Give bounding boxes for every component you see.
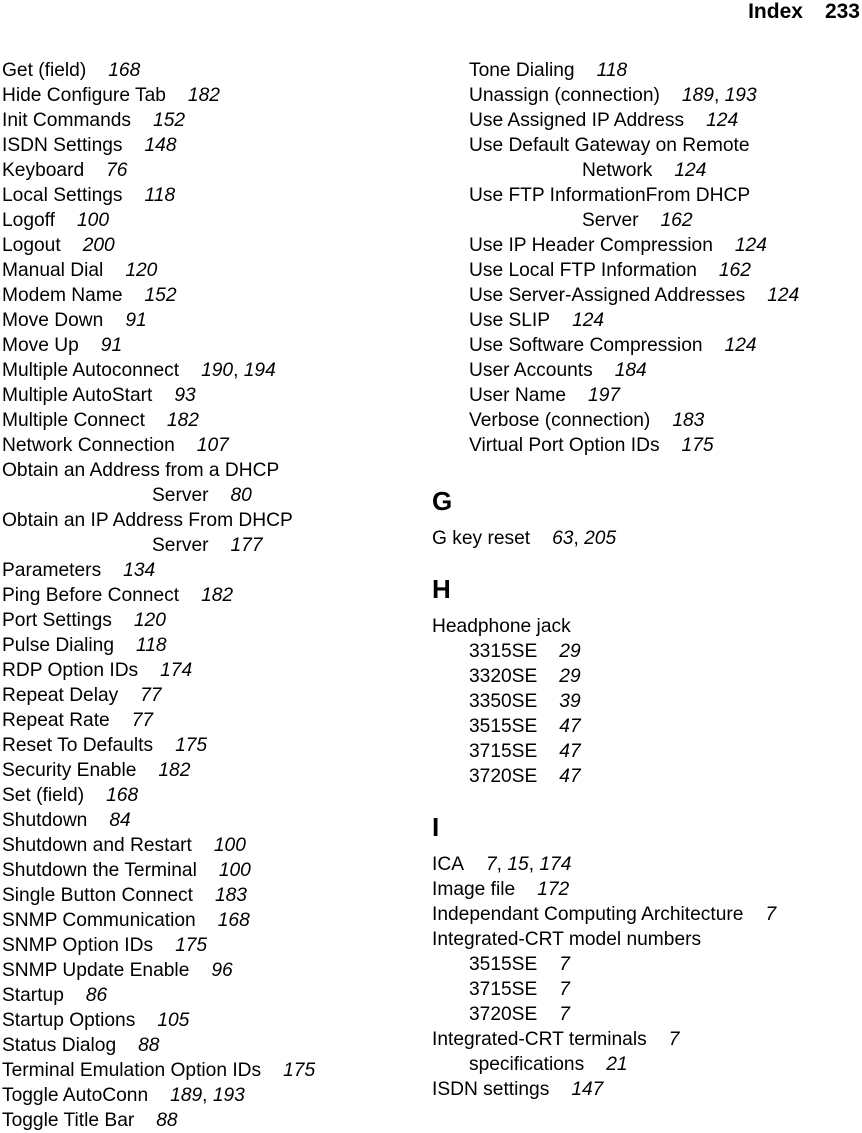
index-term: 3720SE: [469, 766, 538, 787]
page-separator: ,: [233, 360, 244, 381]
index-entry-integrated-crt-model-numbers: [432, 927, 860, 952]
page-reference: 7: [486, 854, 497, 875]
index-entry-3320se: [432, 664, 860, 689]
page-reference: 175: [283, 1060, 316, 1081]
index-term: Independant Computing Architecture: [432, 904, 744, 925]
index-term: Use FTP InformationFrom DHCP: [469, 185, 751, 206]
index-entry-unassign-connection: [432, 83, 860, 108]
index-entry-3715se: [432, 739, 860, 764]
page-reference: 7: [668, 1029, 680, 1050]
index-entry-user-name: [432, 383, 860, 408]
page-reference: 175: [175, 935, 208, 956]
index-entry-continuation: [432, 158, 860, 183]
page-reference: 175: [681, 435, 714, 456]
index-term: G key reset: [432, 528, 531, 549]
index-term: Set (field): [2, 785, 85, 806]
page-reference: 152: [153, 110, 186, 131]
index-entry-terminal-emulation-option-ids: [2, 1058, 422, 1083]
index-term: Use SLIP: [469, 310, 551, 331]
index-column-right: [432, 58, 860, 1102]
index-entry-snmp-option-ids: [2, 933, 422, 958]
index-term: Shutdown the Terminal: [2, 860, 197, 881]
page-reference: 91: [100, 335, 123, 356]
index-entry-startup-options: [2, 1008, 422, 1033]
index-entry-continuation: [2, 483, 422, 508]
index-term: Move Down: [2, 310, 104, 331]
page-reference: 88: [138, 1035, 160, 1056]
index-term: 3515SE: [469, 954, 538, 975]
index-entry-3720se: [432, 1002, 860, 1027]
index-term: User Accounts: [469, 360, 593, 381]
index-entry-multiple-connect: [2, 408, 422, 433]
index-entry-use-slip: [432, 308, 860, 333]
index-term: Manual Dial: [2, 260, 104, 281]
index-entry-3515se: [432, 952, 860, 977]
page-reference: 200: [82, 235, 115, 256]
index-term: Reset To Defaults: [2, 735, 154, 756]
index-entry-continuation: [432, 208, 860, 233]
page-separator: ,: [528, 854, 540, 875]
index-term: Get (field): [2, 60, 87, 81]
index-term: 3720SE: [469, 1004, 538, 1025]
index-term: 3715SE: [469, 979, 538, 1000]
index-entry-independant-computing-architecture: [432, 902, 860, 927]
section-letter-i: I: [432, 812, 440, 842]
index-entry-reset-to-defaults: [2, 733, 422, 758]
index-term: Repeat Rate: [2, 710, 110, 731]
page-reference: 172: [537, 879, 570, 900]
page-reference: 175: [175, 735, 208, 756]
index-entry-continuation: [2, 533, 422, 558]
index-column-left: [2, 58, 422, 1133]
page-reference: 205: [584, 528, 617, 549]
page-reference: 189: [681, 85, 714, 106]
page-separator: ,: [713, 85, 725, 106]
index-entry-startup: [2, 983, 422, 1008]
page-reference: 174: [539, 854, 572, 875]
page-reference: 124: [734, 235, 767, 256]
page-reference: 7: [559, 979, 570, 1000]
index-term: 3350SE: [469, 691, 538, 712]
index-term: 3715SE: [469, 741, 538, 762]
index-entry-snmp-communication: [2, 908, 422, 933]
index-term: Move Up: [2, 335, 79, 356]
page-reference: 182: [158, 760, 191, 781]
index-term: Use Assigned IP Address: [469, 110, 685, 131]
index-entry-tone-dialing: [432, 58, 860, 83]
index-term: Ping Before Connect: [2, 585, 180, 606]
page-separator: ,: [202, 1085, 213, 1106]
index-entry-local-settings: [2, 183, 422, 208]
index-term: User Name: [469, 385, 567, 406]
page-separator: ,: [573, 528, 585, 549]
page-reference: 107: [196, 435, 229, 456]
page-reference: 118: [596, 60, 628, 81]
index-entry-status-dialog: [2, 1033, 422, 1058]
index-term: SNMP Update Enable: [2, 960, 190, 981]
section-letter-h: H: [432, 574, 451, 604]
index-term: Logoff: [2, 210, 55, 231]
index-term: Multiple AutoStart: [2, 385, 153, 406]
index-entry-use-ftp-informationfrom-dhcp: [432, 183, 860, 208]
index-entry-3715se: [432, 977, 860, 1002]
page-reference: 100: [77, 210, 110, 231]
index-term: Hide Configure Tab: [2, 85, 166, 106]
index-term-continuation: Network: [582, 160, 653, 181]
index-term: Init Commands: [2, 110, 132, 131]
index-entry-isdn-settings: [2, 133, 422, 158]
page-reference: 100: [213, 835, 246, 856]
index-term: Virtual Port Option IDs: [469, 435, 660, 456]
index-entry-parameters: [2, 558, 422, 583]
index-term: ISDN Settings: [2, 135, 123, 156]
index-entry-modem-name: [2, 283, 422, 308]
page-reference: 29: [559, 641, 581, 662]
index-term: Tone Dialing: [469, 60, 575, 81]
index-term: Obtain an Address from a DHCP: [2, 460, 280, 481]
index-entry-network-connection: [2, 433, 422, 458]
index-entry-ping-before-connect: [2, 583, 422, 608]
page-reference: 193: [724, 85, 757, 106]
index-term: Image file: [432, 879, 516, 900]
index-term: Toggle Title Bar: [2, 1110, 135, 1131]
index-term: Local Settings: [2, 185, 123, 206]
index-entry-move-down: [2, 308, 422, 333]
index-term: Shutdown and Restart: [2, 835, 192, 856]
index-term-continuation: Server: [582, 210, 639, 231]
page-reference: 124: [767, 285, 800, 306]
index-entry-init-commands: [2, 108, 422, 133]
index-entry-move-up: [2, 333, 422, 358]
index-entry-use-server-assigned-addresses: [432, 283, 860, 308]
page-reference: 39: [559, 691, 581, 712]
index-term: Terminal Emulation Option IDs: [2, 1060, 262, 1081]
index-entry-3515se: [432, 714, 860, 739]
index-term: Multiple Autoconnect: [2, 360, 180, 381]
page-reference: 15: [507, 854, 529, 875]
index-entry-repeat-rate: [2, 708, 422, 733]
index-term: Status Dialog: [2, 1035, 117, 1056]
index-entry-security-enable: [2, 758, 422, 783]
page-reference: 124: [674, 160, 707, 181]
index-entry-use-default-gateway-on-remote: [432, 133, 860, 158]
page-reference: 63: [552, 528, 574, 549]
index-entry-get-field: [2, 58, 422, 83]
page-reference: 174: [160, 660, 193, 681]
page-reference: 152: [144, 285, 177, 306]
page-reference: 88: [156, 1110, 178, 1131]
index-term: Startup: [2, 985, 64, 1006]
index-term: Use Software Compression: [469, 335, 703, 356]
index-term: Security Enable: [2, 760, 137, 781]
index-entry-snmp-update-enable: [2, 958, 422, 983]
index-term: 3315SE: [469, 641, 538, 662]
page-reference: 162: [718, 260, 751, 281]
page-reference: 184: [614, 360, 647, 381]
index-term: Multiple Connect: [2, 410, 145, 431]
index-term-continuation: Server: [152, 485, 209, 506]
page-reference: 21: [606, 1054, 628, 1075]
index-entry-isdn-settings: [432, 1077, 860, 1102]
index-entry-shutdown-the-terminal: [2, 858, 422, 883]
index-term: Network Connection: [2, 435, 175, 456]
index-entry-use-local-ftp-information: [432, 258, 860, 283]
index-entry-rdp-option-ids: [2, 658, 422, 683]
index-term: specifications: [469, 1054, 585, 1075]
index-entry-obtain-an-ip-address-from-dhcp: [2, 508, 422, 533]
index-entry-single-button-connect: [2, 883, 422, 908]
page-reference: 194: [243, 360, 276, 381]
page-reference: 124: [706, 110, 739, 131]
index-entry-virtual-port-option-ids: [432, 433, 860, 458]
index-entry-port-settings: [2, 608, 422, 633]
index-entry-logoff: [2, 208, 422, 233]
index-entry-3315se: [432, 639, 860, 664]
page-reference: 47: [559, 741, 581, 762]
page-reference: 47: [559, 766, 581, 787]
page-reference: 105: [157, 1010, 190, 1031]
index-term: Single Button Connect: [2, 885, 193, 906]
page-reference: 7: [559, 954, 570, 975]
index-entry-3720se: [432, 764, 860, 789]
page-reference: 147: [571, 1079, 604, 1100]
page-header: [748, 0, 860, 24]
page-reference: 197: [588, 385, 621, 406]
index-term: Shutdown: [2, 810, 88, 831]
index-entry-shutdown-and-restart: [2, 833, 422, 858]
page-reference: 124: [724, 335, 757, 356]
page-reference: 7: [765, 904, 777, 925]
page-reference: 183: [214, 885, 247, 906]
index-entry-repeat-delay: [2, 683, 422, 708]
page-reference: 84: [109, 810, 131, 831]
page-reference: 77: [131, 710, 154, 731]
page-reference: 183: [672, 410, 705, 431]
index-entry-multiple-autostart: [2, 383, 422, 408]
page-reference: 100: [218, 860, 251, 881]
section-letter-g: G: [432, 486, 453, 516]
page-reference: 134: [123, 560, 156, 581]
index-entry-hide-configure-tab: [2, 83, 422, 108]
page-reference: 168: [217, 910, 250, 931]
index-entry-user-accounts: [432, 358, 860, 383]
header-page-number: 233: [824, 0, 860, 23]
index-term: RDP Option IDs: [2, 660, 139, 681]
index-term: ICA: [432, 854, 464, 875]
index-term: Modem Name: [2, 285, 123, 306]
page-reference: 190: [201, 360, 234, 381]
page-reference: 77: [140, 685, 162, 706]
index-term: Use Default Gateway on Remote: [469, 135, 750, 156]
index-term: 3515SE: [469, 716, 538, 737]
page-separator: ,: [496, 854, 508, 875]
index-term: Integrated-CRT model numbers: [432, 929, 702, 950]
page-reference: 182: [166, 410, 199, 431]
index-term: Unassign (connection): [469, 85, 660, 106]
index-entry-use-assigned-ip-address: [432, 108, 860, 133]
index-term: Logout: [2, 235, 61, 256]
page-reference: 168: [108, 60, 141, 81]
index-term: Port Settings: [2, 610, 112, 631]
page-reference: 162: [660, 210, 693, 231]
index-entry-use-software-compression: [432, 333, 860, 358]
page-reference: 29: [559, 666, 581, 687]
index-entry-multiple-autoconnect: [2, 358, 422, 383]
index-entry-toggle-title-bar: [2, 1108, 422, 1133]
index-entry-keyboard: [2, 158, 422, 183]
index-term: Toggle AutoConn: [2, 1085, 149, 1106]
page-reference: 7: [559, 1004, 570, 1025]
index-entry-toggle-autoconn: [2, 1083, 422, 1108]
page-reference: 168: [106, 785, 139, 806]
index-entry-integrated-crt-terminals: [432, 1027, 860, 1052]
page-reference: 120: [125, 260, 158, 281]
index-entry-headphone-jack: [432, 614, 860, 639]
page-reference: 76: [106, 160, 128, 181]
index-entry-manual-dial: [2, 258, 422, 283]
header-title: Index: [748, 0, 803, 23]
index-entry-shutdown: [2, 808, 422, 833]
index-entry-pulse-dialing: [2, 633, 422, 658]
index-term: SNMP Communication: [2, 910, 196, 931]
page-reference: 182: [187, 85, 220, 106]
index-term: Startup Options: [2, 1010, 136, 1031]
page-reference: 177: [230, 535, 263, 556]
index-term-continuation: Server: [152, 535, 209, 556]
page-reference: 120: [133, 610, 166, 631]
page-reference: 80: [230, 485, 252, 506]
index-entry-logout: [2, 233, 422, 258]
index-term: Use IP Header Compression: [469, 235, 713, 256]
index-term: Obtain an IP Address From DHCP: [2, 510, 293, 531]
index-entry-g-key-reset: [432, 526, 860, 551]
index-term: Use Local FTP Information: [469, 260, 697, 281]
page-reference: 124: [572, 310, 605, 331]
index-term: 3320SE: [469, 666, 538, 687]
index-term: Pulse Dialing: [2, 635, 114, 656]
page-reference: 47: [559, 716, 581, 737]
index-term: Headphone jack: [432, 616, 571, 637]
index-term: SNMP Option IDs: [2, 935, 154, 956]
index-entry-ica: [432, 852, 860, 877]
page-reference: 96: [211, 960, 233, 981]
index-term: Integrated-CRT terminals: [432, 1029, 647, 1050]
page-reference: 118: [144, 185, 176, 206]
index-term: Use Server-Assigned Addresses: [469, 285, 746, 306]
index-term: Keyboard: [2, 160, 85, 181]
page-reference: 148: [144, 135, 177, 156]
page-reference: 86: [85, 985, 108, 1006]
page-reference: 91: [125, 310, 147, 331]
index-term: ISDN settings: [432, 1079, 550, 1100]
index-term: Parameters: [2, 560, 102, 581]
index-entry-verbose-connection: [432, 408, 860, 433]
page-reference: 193: [212, 1085, 245, 1106]
index-entry-specifications: [432, 1052, 860, 1077]
index-entry-set-field: [2, 783, 422, 808]
index-term: Verbose (connection): [469, 410, 651, 431]
index-term: Repeat Delay: [2, 685, 119, 706]
page-reference: 118: [136, 635, 167, 656]
page-reference: 189: [170, 1085, 203, 1106]
page-reference: 182: [201, 585, 234, 606]
index-entry-3350se: [432, 689, 860, 714]
index-entry-image-file: [432, 877, 860, 902]
index-entry-use-ip-header-compression: [432, 233, 860, 258]
page-reference: 93: [174, 385, 196, 406]
index-entry-obtain-an-address-from-a-dhcp: [2, 458, 422, 483]
